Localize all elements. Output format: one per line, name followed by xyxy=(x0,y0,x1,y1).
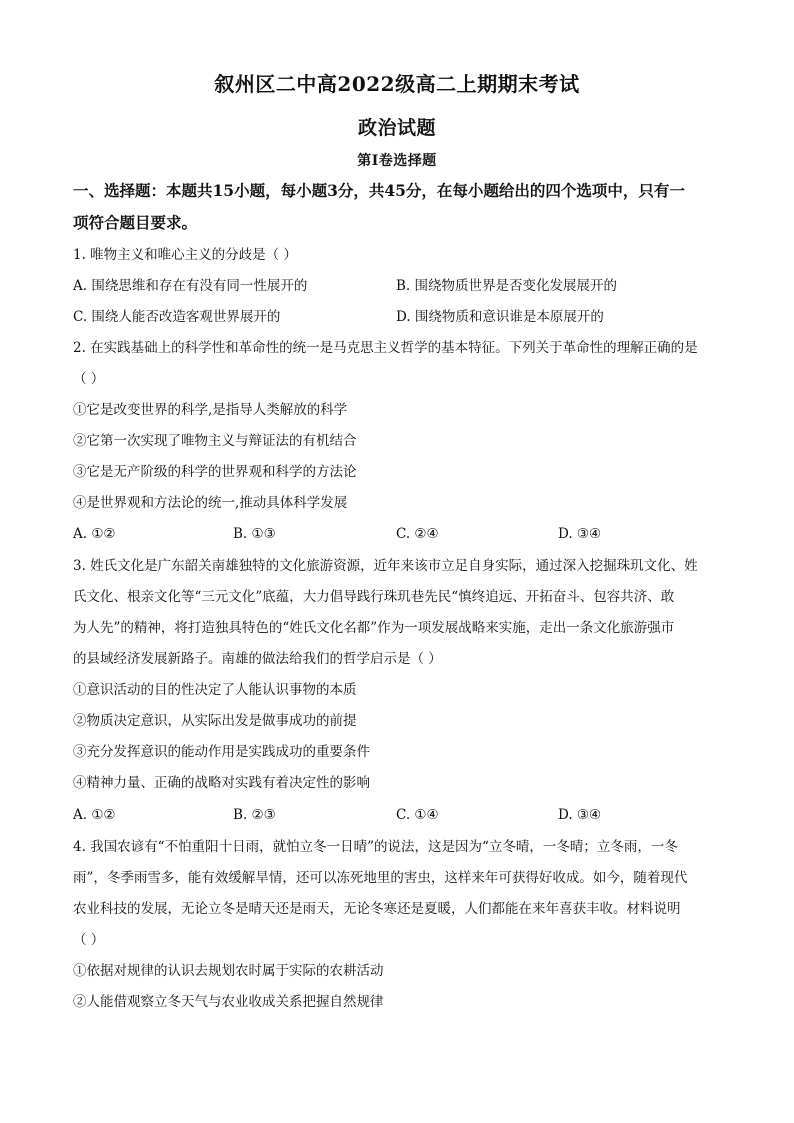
q3-option-b: B. ②③ xyxy=(233,807,276,823)
section-heading-line-1: 一、选择题：本题共15小题，每小题3分，共45分，在每小题给出的四个选项中，只有一 xyxy=(73,181,685,200)
q2-option-a: A. ①② xyxy=(73,526,116,542)
q4-stem-line-2: 雨”，冬季雨雪多，能有效缓解旱情，还可以冻死地里的害虫，这样来年可获得好收成。如今，随着现代 xyxy=(73,870,688,886)
q1-option-a: A. 围绕思维和存在有没有同一性展开的 xyxy=(73,278,308,294)
q2-option-c: C. ②④ xyxy=(396,526,439,542)
q3-statement-2: ②物质决定意识，从实际出发是做事成功的前提 xyxy=(73,713,357,729)
q2-stem-line-1: 2. 在实践基础上的科学性和革命性的统一是马克思主义哲学的基本特征。下列关于革命性的理解正确的是 xyxy=(73,340,698,356)
q3-statement-4: ④精神力量、正确的战略对实践有着决定性的影响 xyxy=(73,775,370,791)
q3-option-d: D. ③④ xyxy=(558,807,602,823)
q2-stem-line-2: （ ） xyxy=(73,371,105,387)
q4-statement-2: ②人能借观察立冬天气与农业收成关系把握自然规律 xyxy=(73,994,384,1010)
part-title: 第Ⅰ卷选择题 xyxy=(357,153,437,169)
q3-statement-3: ③充分发挥意识的能动作用是实践成功的重要条件 xyxy=(73,744,370,760)
q4-stem-line-4: （ ） xyxy=(73,932,105,948)
q4-statement-1: ①依据对规律的认识去规划农时属于实际的农耕活动 xyxy=(73,963,384,979)
q2-option-b: B. ①③ xyxy=(233,526,276,542)
q1-option-c: C. 围绕人能否改造客观世界展开的 xyxy=(73,309,281,325)
q3-statement-1: ①意识活动的目的性决定了人能认识事物的本质 xyxy=(73,682,357,698)
q4-stem-line-3: 农业科技的发展，无论立冬是晴天还是雨天，无论冬寒还是夏暖，人们都能在来年喜获丰收。材料说明 xyxy=(73,901,681,917)
q3-option-a: A. ①② xyxy=(73,807,116,823)
q2-statement-3: ③它是无产阶级的科学的世界观和科学的方法论 xyxy=(73,464,357,480)
q3-stem-line-1: 3. 姓氏文化是广东韶关南雄独特的文化旅游资源，近年来该市立足自身实际，通过深入挖掘珠玑文化、姓 xyxy=(73,558,698,574)
q4-stem-line-1: 4. 我国农谚有“不怕重阳十日雨，就怕立冬一日晴”的说法，这是因为“立冬晴，一冬晴；立冬雨，一冬 xyxy=(73,839,678,855)
q2-option-d: D. ③④ xyxy=(558,526,602,542)
q3-stem-line-4: 的县域经济发展新路子。南雄的做法给我们的哲学启示是（ ） xyxy=(73,651,442,667)
q3-stem-line-3: 为人先”的精神，将打造独具特色的“姓氏文化名都”作为一项发展战略来实施，走出一条文化旅游强市 xyxy=(73,620,675,636)
subject-title: 政治试题 xyxy=(357,117,436,139)
exam-title: 叙州区二中高2022级高二上期期末考试 xyxy=(214,72,580,96)
q1-stem: 1. 唯物主义和唯心主义的分歧是（ ） xyxy=(73,247,297,263)
q1-option-b: B. 围绕物质世界是否变化发展展开的 xyxy=(396,278,618,294)
q3-option-c: C. ①④ xyxy=(396,807,439,823)
q2-statement-1: ①它是改变世界的科学,是指导人类解放的科学 xyxy=(73,402,348,418)
q2-statement-2: ②它第一次实现了唯物主义与辩证法的有机结合 xyxy=(73,433,357,449)
section-heading-line-2: 项符合题目要求。 xyxy=(73,213,198,232)
q1-option-d: D. 围绕物质和意识谁是本原展开的 xyxy=(396,309,604,325)
q3-stem-line-2: 氏文化、根亲文化等“三元文化”底蕴，大力倡导践行珠玑巷先民“慎终追远、开拓奋斗、包容共济、敢 xyxy=(73,589,675,605)
q2-statement-4: ④是世界观和方法论的统一,推动具体科学发展 xyxy=(73,495,348,511)
